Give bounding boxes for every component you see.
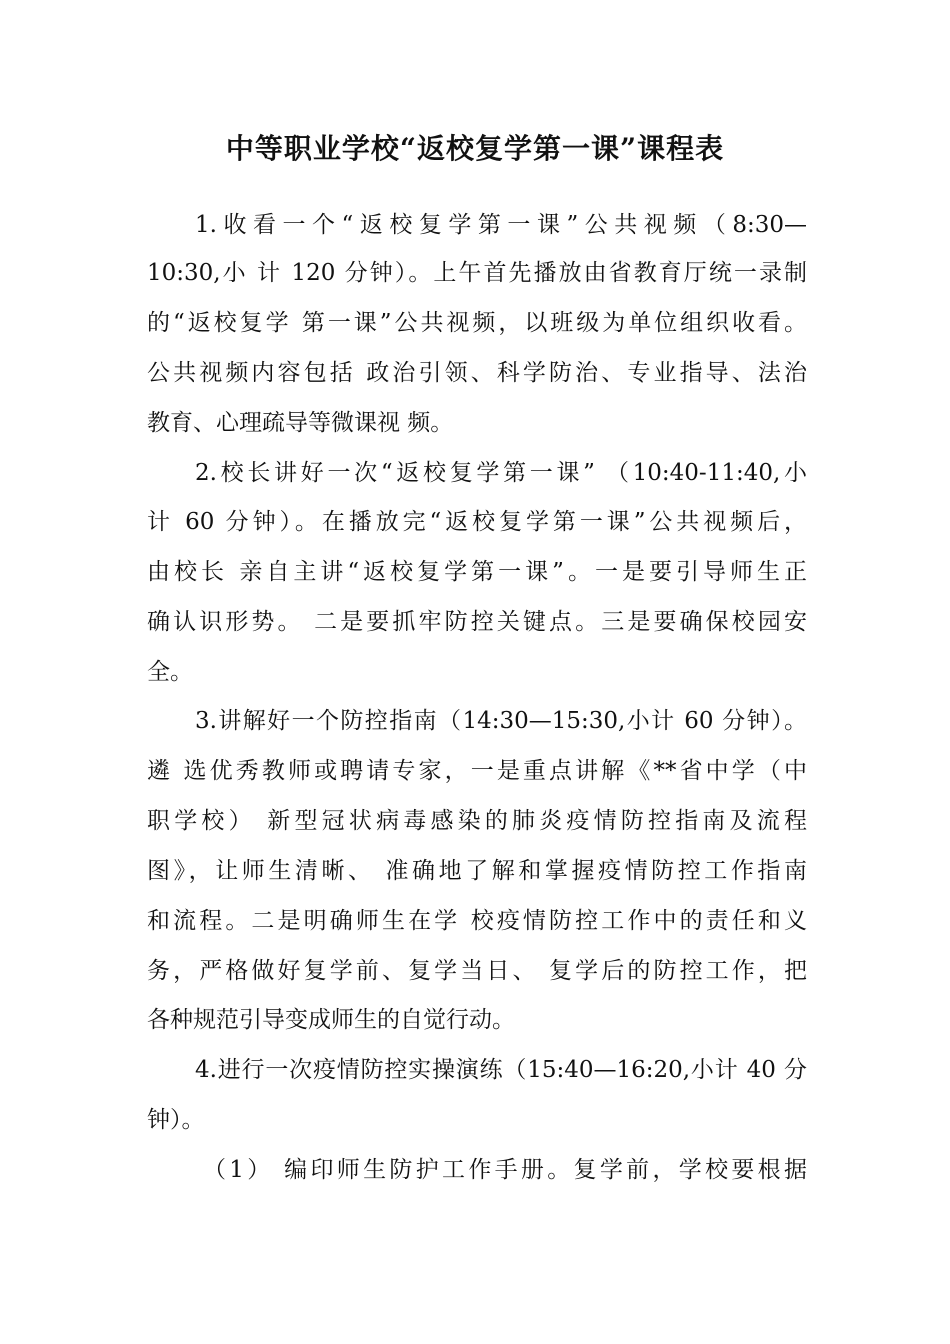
paragraph-1-line: 教育、心理疏导等微课视 频。 (147, 410, 454, 436)
paragraph-3-line: 和流程。二是明确师生在学 校疫情防控工作中的责任和义 (147, 908, 807, 934)
paragraph-4-line: 钟）。 (147, 1107, 205, 1133)
paragraph-3-line: 各种规范引导变成师生的自觉行动。 (147, 1007, 515, 1033)
paragraph-2-line: 确认识形势。 二是要抓牢防控关键点。三是要确保校园安 (147, 609, 807, 635)
paragraph-2-line: 全。 (147, 659, 193, 685)
paragraph-2-line: 由校长 亲自主讲“返校复学第一课”。一是要引导师生正 (147, 559, 807, 585)
paragraph-1-line: 公共视频内容包括 政治引领、科学防治、专业指导、法治 (147, 360, 807, 386)
paragraph-4-line: 4.进行一次疫情防控实操演练（15:40—16:20,小计 40 分 (195, 1057, 807, 1083)
paragraph-1-line: 1.收看一个“返校复学第一课”公共视频（8:30— (195, 212, 807, 238)
paragraph-3-line: 务，严格做好复学前、复学当日、 复学后的防控工作，把 (147, 958, 807, 984)
paragraph-5-line: （1） 编印师生防护工作手册。复学前，学校要根据 (203, 1157, 807, 1183)
paragraph-3-line: 图》，让师生清晰、 准确地了解和掌握疫情防控工作指南 (147, 858, 807, 884)
document-title: 中等职业学校“返校复学第一课”课程表 (225, 132, 725, 165)
paragraph-3-line: 职学校） 新型冠状病毒感染的肺炎疫情防控指南及流程 (147, 808, 807, 834)
paragraph-3-line: 遴 选优秀教师或聘请专家，一是重点讲解《**省中学（中 (147, 758, 807, 784)
paragraph-3-line: 3.讲解好一个防控指南（14:30—15:30,小计 60 分钟）。 (195, 708, 807, 734)
paragraph-2-line: 2.校长讲好一次“返校复学第一课” （10:40-11:40,小 (195, 460, 807, 486)
paragraph-1-line: 10:30,小 计 120 分钟）。上午首先播放由省教育厅统一录制 (147, 260, 807, 286)
paragraph-2-line: 计 60 分钟）。在播放完“返校复学第一课”公共视频后， (147, 509, 807, 535)
paragraph-1-line: 的“返校复学 第一课”公共视频，以班级为单位组织收看。 (147, 310, 807, 336)
